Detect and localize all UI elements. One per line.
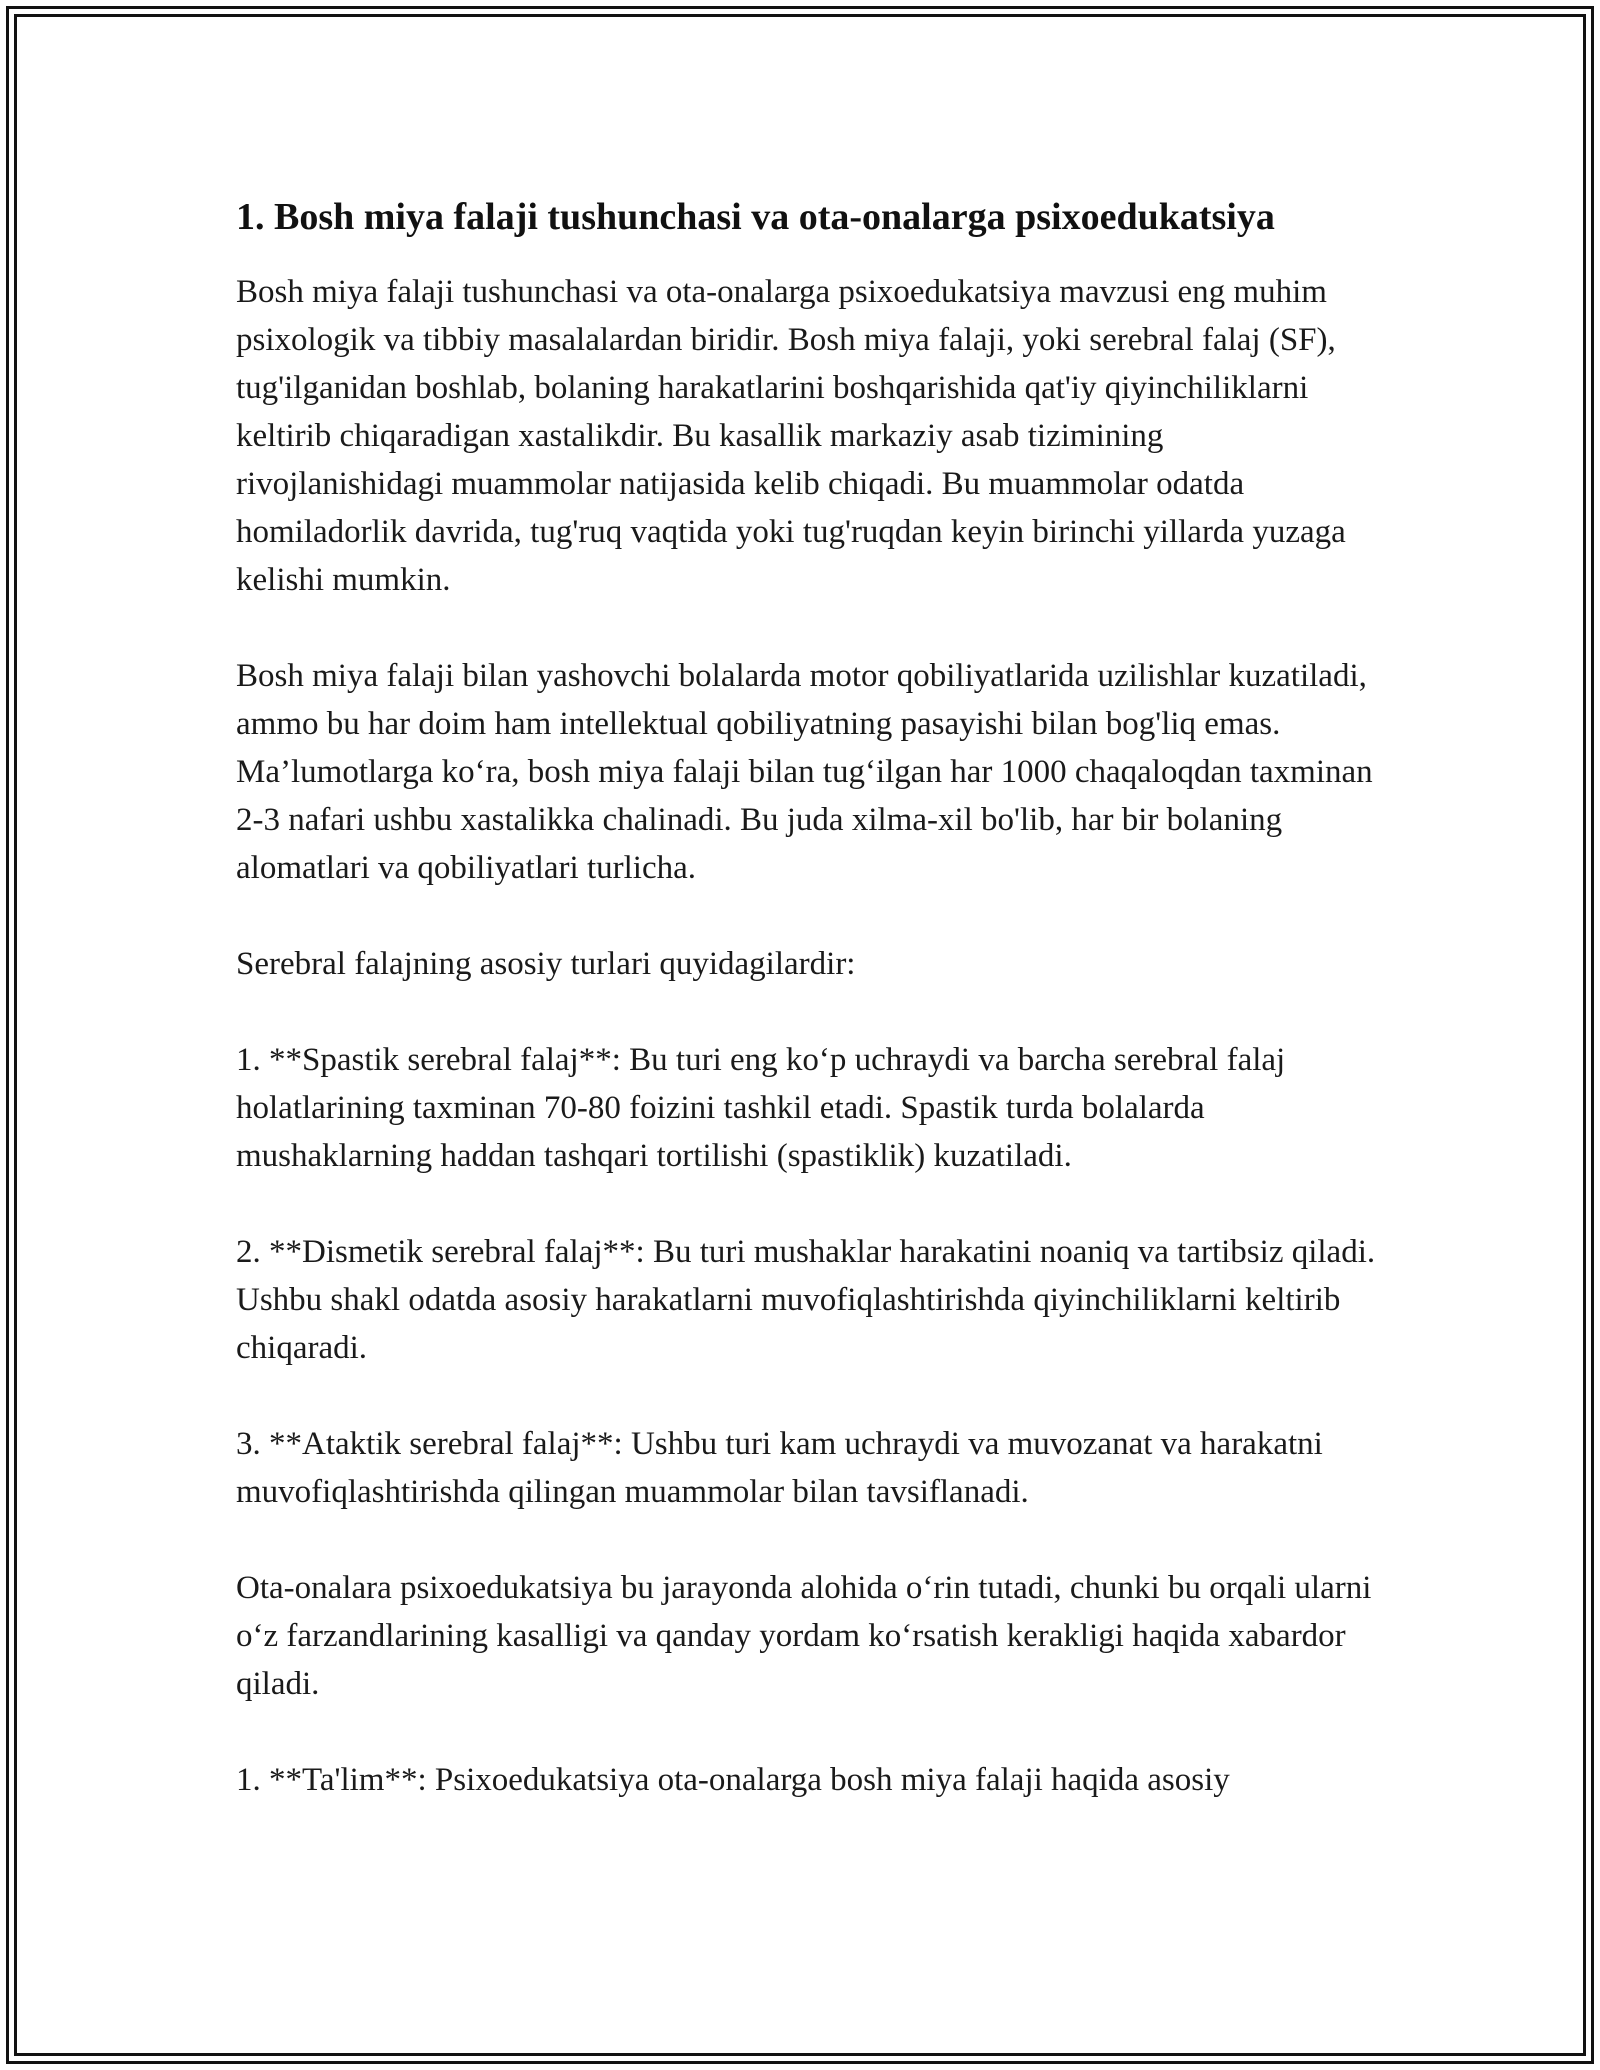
- paragraph-intro: Bosh miya falaji tushunchasi va ota-onalarga psixoedukatsiya mavzusi eng muhim psixologik va tibbiy masalalardan biridir. Bosh miya falaji, yoki serebral falaj (SF), tug'ilganidan boshlab, bolaning harakatlarini boshqarishida qat'iy qiyinchiliklarni keltirib chiqaradigan xastalikdir. Bu kasallik markaziy asab tizimining rivojlanishidagi muammolar natijasida kelib chiqadi. Bu muammolar odatda homiladorlik davrida, tug'ruq vaqtida yoki tug'ruqdan keyin birinchi yillarda yuzaga kelishi mumkin.: [236, 274, 1346, 598]
- paragraph-types-intro: Serebral falajning asosiy turlari quyidagilardir:: [236, 946, 856, 982]
- list-item-spastic: 1. **Spastik serebral falaj**: Bu turi eng ko‘p uchraydi va barcha serebral falaj holatlarining taxminan 70-80 foizini tashkil etadi. Spastik turda bolalarda mushaklarning haddan tashqari tortilishi (spastiklik) kuzatiladi.: [236, 1042, 1286, 1174]
- document-title: 1. Bosh miya falaji tushunchasi va ota-onalarga psixoedukatsiya: [236, 196, 1275, 238]
- document-body: [236, 190, 1376, 1852]
- list-item-ataxic: 3. **Ataktik serebral falaj**: Ushbu turi kam uchraydi va muvozanat va harakatni muvofiqlashtirishda qilingan muammolar bilan tavsiflanadi.: [236, 1426, 1323, 1510]
- paragraph-psychoeducation: Ota-onalara psixoedukatsiya bu jarayonda alohida o‘rin tutadi, chunki bu orqali ularni o‘z farzandlarining kasalligi va qanday yordam ko‘rsatish kerakligi haqida xabardor qiladi.: [236, 1570, 1372, 1702]
- paragraph-statistics: Bosh miya falaji bilan yashovchi bolalarda motor qobiliyatlarida uzilishlar kuzatiladi, ammo bu har doim ham intellektual qobiliyatning pasayishi bilan bog'liq emas. Ma’lumotlarga ko‘ra, bosh miya falaji bilan tug‘ilgan har 1000 chaqaloqdan taxminan 2-3 nafari ushbu xastalikka chalinadi. Bu juda xilma-xil bo'lib, har bir bolaning alomatlari va qobiliyatlari turlicha.: [236, 658, 1373, 886]
- list-item-dysmetic: 2. **Dismetik serebral falaj**: Bu turi mushaklar harakatini noaniq va tartibsiz qiladi. Ushbu shakl odatda asosiy harakatlarni muvofiqlashtirishda qiyinchiliklarni keltirib chiqaradi.: [236, 1234, 1376, 1366]
- list-item-education: 1. **Ta'lim**: Psixoedukatsiya ota-onalarga bosh miya falaji haqida asosiy: [236, 1762, 1230, 1798]
